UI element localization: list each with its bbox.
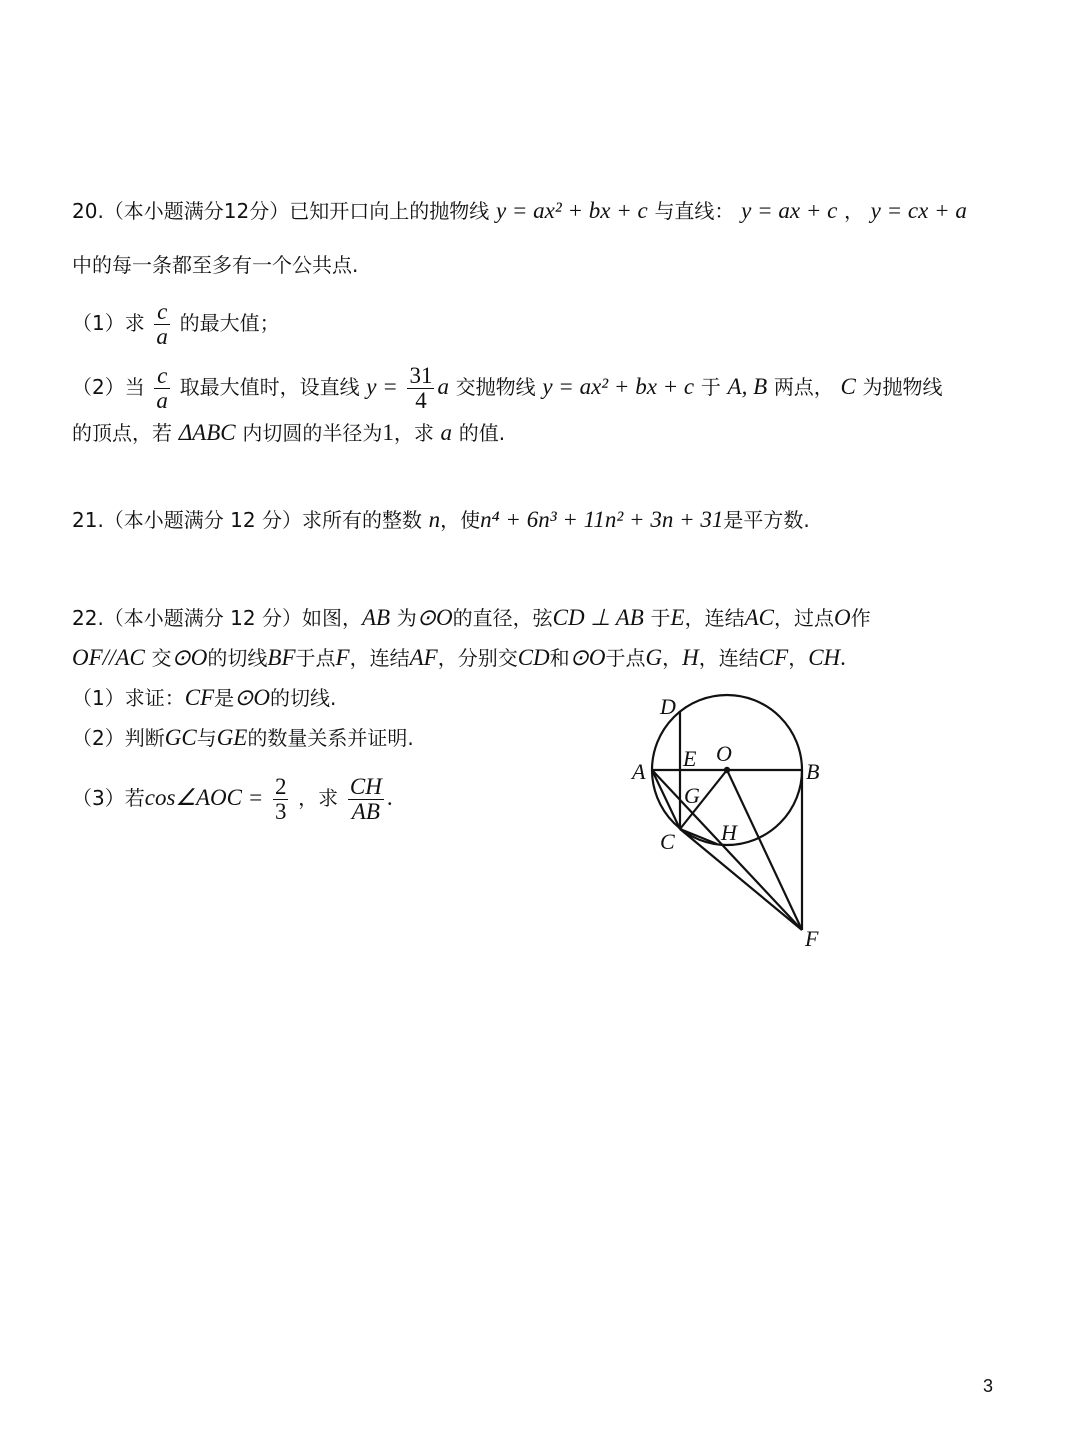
q20-line-a: y = ax + c: [741, 198, 838, 223]
q22-f: F: [335, 645, 350, 670]
label-h: H: [721, 820, 737, 845]
q20-part2-mid2: 交抛物线: [455, 375, 536, 399]
q20-intro: 20.（本小题满分12分）已知开口向上的抛物线: [72, 199, 490, 223]
q20-point-c: C: [840, 374, 856, 399]
label-g: G: [684, 783, 700, 808]
label-e: E: [683, 746, 697, 771]
q22-o: O: [833, 605, 851, 630]
q22-cd: CD: [517, 645, 550, 670]
q22-cf: CF: [184, 685, 215, 710]
q21-mid: ，使: [440, 508, 481, 532]
center-dot: [724, 767, 730, 773]
q20-part2-prefix: （2）当: [72, 375, 145, 399]
q21-suffix: 是平方数.: [723, 508, 810, 532]
q20-parabola: y = ax² + bx + c: [495, 198, 648, 223]
q20-part2: [72, 364, 943, 413]
q22-h: H: [682, 645, 699, 670]
label-d: D: [660, 694, 676, 719]
q22-part1-prefix: （1）求证：: [72, 686, 185, 710]
fraction-2-over-3: [273, 775, 289, 824]
fraction-numerator: CH: [349, 774, 382, 799]
page-number: 3: [983, 1376, 994, 1396]
q22-intro: 22.（本小题满分 12 分）如图，: [72, 606, 362, 630]
q22-gc: GC: [164, 725, 197, 750]
q22-part2: [72, 723, 414, 753]
geometry-figure: [620, 688, 840, 953]
fraction-c-over-a: [154, 300, 170, 349]
q20-part2-mid4: 两点，: [773, 375, 834, 399]
q22-text: ，连结: [684, 606, 745, 630]
q22-g: G: [645, 645, 663, 670]
q22-circle-o: ⊙O: [569, 645, 606, 670]
fraction-numerator: c: [154, 364, 170, 389]
q21-expression: n⁴ + 6n³ + 11n² + 3n + 31: [480, 507, 724, 532]
label-f: F: [805, 926, 819, 951]
label-a: A: [632, 759, 646, 784]
q22-ac: AC: [744, 605, 774, 630]
q22-cd-perp-ab: CD ⊥ AB: [552, 605, 644, 630]
q20-mid: 与直线：: [654, 199, 735, 223]
q22-of-parallel-ac: OF//AC: [72, 645, 145, 670]
q20-triangle: ΔABC: [178, 420, 236, 445]
q20-sep: ，: [843, 199, 864, 223]
q22-part1: [72, 683, 336, 713]
q22-text: ，求: [298, 786, 339, 810]
q20-line4: [72, 418, 505, 448]
label-b: B: [806, 759, 820, 784]
q20-line4-prefix: 的顶点，若: [72, 421, 172, 445]
q21-prefix: 21.（本小题满分 12 分）求所有的整数: [72, 508, 422, 532]
q22-text: 的直径，弦: [452, 606, 553, 630]
segment-ch: [680, 829, 717, 844]
label-o: O: [716, 741, 732, 766]
q20-part2-mid1: 取最大值时，设直线: [179, 375, 360, 399]
q22-ch: CH: [808, 645, 841, 670]
q21-var-n: n: [428, 507, 441, 532]
q22-part1-suffix: 的切线.: [270, 686, 337, 710]
q20-parabola-2: y = ax² + bx + c: [542, 374, 695, 399]
q20-line4-suffix: 的值.: [458, 421, 506, 445]
q22-line1: [72, 603, 871, 633]
q22-period: .: [840, 645, 846, 670]
fraction-denominator: AB: [351, 799, 380, 824]
fraction-denominator: a: [156, 324, 168, 349]
q20-part1-suffix: 的最大值；: [179, 311, 280, 335]
q20-line2-text: 中的每一条都至多有一个公共点.: [72, 253, 359, 277]
fraction-ch-over-ab: [348, 775, 384, 824]
q22-af: AF: [409, 645, 438, 670]
q22-circle-o: ⊙O: [234, 685, 271, 710]
fraction-31-over-4: [407, 364, 434, 413]
q22-text: ，连结: [349, 646, 410, 670]
fraction-denominator: 3: [274, 799, 287, 824]
q20-var-a: a: [440, 420, 453, 445]
q21-line: [72, 505, 810, 535]
label-c: C: [660, 829, 675, 854]
q22-text: 于: [650, 606, 671, 630]
fraction-denominator: 4: [415, 388, 427, 413]
q20-line-b: y = cx + a: [870, 198, 967, 223]
q22-period: .: [386, 785, 393, 810]
q22-ge: GE: [216, 725, 248, 750]
q20-line4-mid2: ，求: [393, 421, 434, 445]
q22-text: ，连结: [698, 646, 759, 670]
q20-line1: [72, 196, 967, 226]
q22-text: 和: [549, 646, 570, 670]
q22-comma: ，: [788, 646, 809, 670]
q22-part3-prefix: （3）若: [72, 786, 145, 810]
q22-text: 作: [850, 606, 871, 630]
q22-part2-prefix: （2）判断: [72, 726, 165, 750]
fraction-numerator: 2: [274, 774, 287, 799]
q20-part2-suffix: 为抛物线: [862, 375, 943, 399]
q22-e: E: [670, 605, 685, 630]
q20-line-y-tail: a: [437, 374, 449, 399]
q22-part3: [72, 775, 393, 824]
q22-part2-suffix: 的数量关系并证明.: [247, 726, 414, 750]
fraction-denominator: a: [156, 388, 168, 413]
q20-points-ab: A, B: [727, 374, 768, 399]
q20-line-y: y =: [366, 374, 398, 399]
q22-text: 交: [151, 646, 172, 670]
q22-text: ，分别交: [437, 646, 518, 670]
q22-text: 与: [196, 726, 217, 750]
segment-of: [727, 770, 802, 930]
q22-text: 是: [214, 686, 235, 710]
q20-part1: [72, 300, 280, 349]
q20-radius: 1: [382, 420, 394, 445]
q20-part1-prefix: （1）求: [72, 311, 145, 335]
q22-circle-o: ⊙O: [171, 645, 208, 670]
fraction-numerator: 31: [409, 363, 433, 388]
q22-text: 于点: [605, 646, 646, 670]
q22-cos-expression: cos∠AOC =: [144, 785, 264, 810]
q22-circle-o: ⊙O: [416, 605, 453, 630]
q22-line2: [72, 643, 846, 673]
q20-part2-mid3: 于: [700, 375, 721, 399]
segment-ac: [652, 770, 680, 829]
q20-line2: [72, 250, 358, 280]
q22-bf: BF: [267, 645, 296, 670]
q22-ab: AB: [361, 605, 391, 630]
q22-text: 的切线: [207, 646, 268, 670]
q22-text: 于点: [295, 646, 336, 670]
q22-text: ，过点: [773, 606, 834, 630]
q22-text: 为: [396, 606, 417, 630]
fraction-numerator: c: [154, 300, 170, 325]
q22-cf: CF: [758, 645, 789, 670]
q22-comma: ，: [662, 646, 683, 670]
q20-line4-mid: 内切圆的半径为: [242, 421, 383, 445]
fraction-c-over-a-2: [154, 364, 170, 413]
